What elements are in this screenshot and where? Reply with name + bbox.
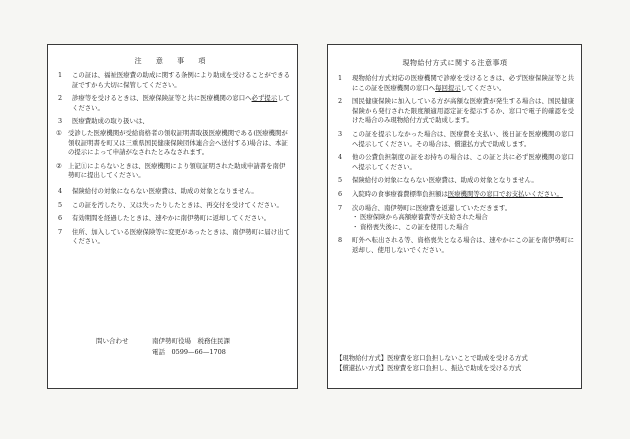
definition-in-kind: 【現物給付方式】医療費を窓口負担しないことで助成を受ける方式: [336, 354, 528, 362]
in-kind-benefit-panel: [327, 44, 582, 389]
notice-sub-item-1: ① 受診した医療機関が受給資格者の領収証明書取扱医療機関である(医療機関が領収証明書を町又は三重県国民健康保険団体連合会へ送付する)場合は、本証の提示によって申請がなされたとみなされます。: [56, 128, 288, 157]
benefit-item-3: 3 この証を提示しなかった場合は、医療費を支払い、後日証を医療機関の窓口へ提示してください。その場合は、償還払方式で助成します。: [338, 129, 574, 148]
notice-item-1: 1 この証は、福祉医療費の助成に関する条例により助成を受けることができる証ですから大切に保管してください。: [58, 71, 290, 89]
in-kind-title: 現物給付方式に関する注意事項: [402, 59, 508, 67]
definition-reimbursement: 【償還払い方式】医療費を窓口負担し、振込で助成を受ける方式: [336, 364, 522, 372]
notice-item-4: 4 保険給付の対象にならない医療費は、助成の対象となりません。: [58, 186, 258, 195]
benefit-item-6: 6 入院時の食事療養費標準負担額は医療機関等の窓口でお支払いください。: [338, 189, 563, 198]
underlined-text: 必ず提示: [251, 94, 278, 103]
underlined-text: 毎回提示: [435, 83, 461, 92]
contact-info: [96, 336, 230, 358]
benefit-item-5: 5 保険給付の対象にならない医療費は、助成の対象となりません。: [338, 176, 538, 185]
benefit-item-7: 7 次の場合、南伊勢町に医療費を返還していただきます。: [338, 203, 512, 212]
refund-case-2: ・ 資格喪失後に、この証を使用した場合: [352, 222, 469, 231]
refund-case-1: ・ 医療保険から高額療養費等が支給された場合: [352, 213, 488, 222]
benefit-item-1: 1 現物給付方式対応の医療機関で診療を受けるときは、必ず医療保険証等と共にこの証を医療機関の窓口へ毎回提示してください。: [338, 74, 574, 92]
notice-item-7: 7 住所、加入している医療保険等に変更があったときは、南伊勢町に届け出てください。: [58, 227, 290, 246]
benefit-item-8: 8 町外へ転出される等、資格喪失となる場合は、速やかにこの証を南伊勢町に返却し、使用しないでください。: [338, 236, 574, 254]
notice-panel: [47, 44, 298, 389]
notice-sub-item-2: ② 上記①によらないときは、医療機関により領収証明された助成申請書を南伊勢町に提出してください。: [56, 161, 286, 180]
notice-item-6: 6 有効期間を経過したときは、速やかに南伊勢町に返却してください。: [58, 214, 271, 223]
benefit-item-4: 4 他の公費負担制度の証をお持ちの場合は、この証と共に必ず医療機関の窓口へ提示してください。: [338, 153, 574, 171]
notice-item-3: 3 医療費助成の取り扱いは、: [58, 117, 149, 126]
notice-title: 注 意 事 項: [134, 57, 212, 65]
contact-office: 南伊勢町役場 税務住民課: [152, 337, 230, 345]
contact-label: 問い合わせ: [96, 337, 129, 345]
underlined-text: 医療機関等の窓口でお支払いください。: [447, 189, 563, 198]
method-definitions: [336, 353, 528, 373]
notice-item-2: 2 診療等を受けるときは、医療保険証等と共に医療機関の窓口へ必ず提示してください。: [58, 94, 291, 112]
notice-item-5: 5 この証を汚したり、又は失ったりしたときは、再交付を受けてください。: [58, 200, 283, 209]
contact-phone: 電話 0599—66—1708: [152, 348, 226, 356]
benefit-item-2: 2 国民健康保険に加入している方が高額な医療費が発生する場合は、国民健康保険から発行された限度額適用認定証を提示するか、窓口で電子的確認を受けた場合のみ現物給付方式で助成します。: [338, 97, 574, 125]
